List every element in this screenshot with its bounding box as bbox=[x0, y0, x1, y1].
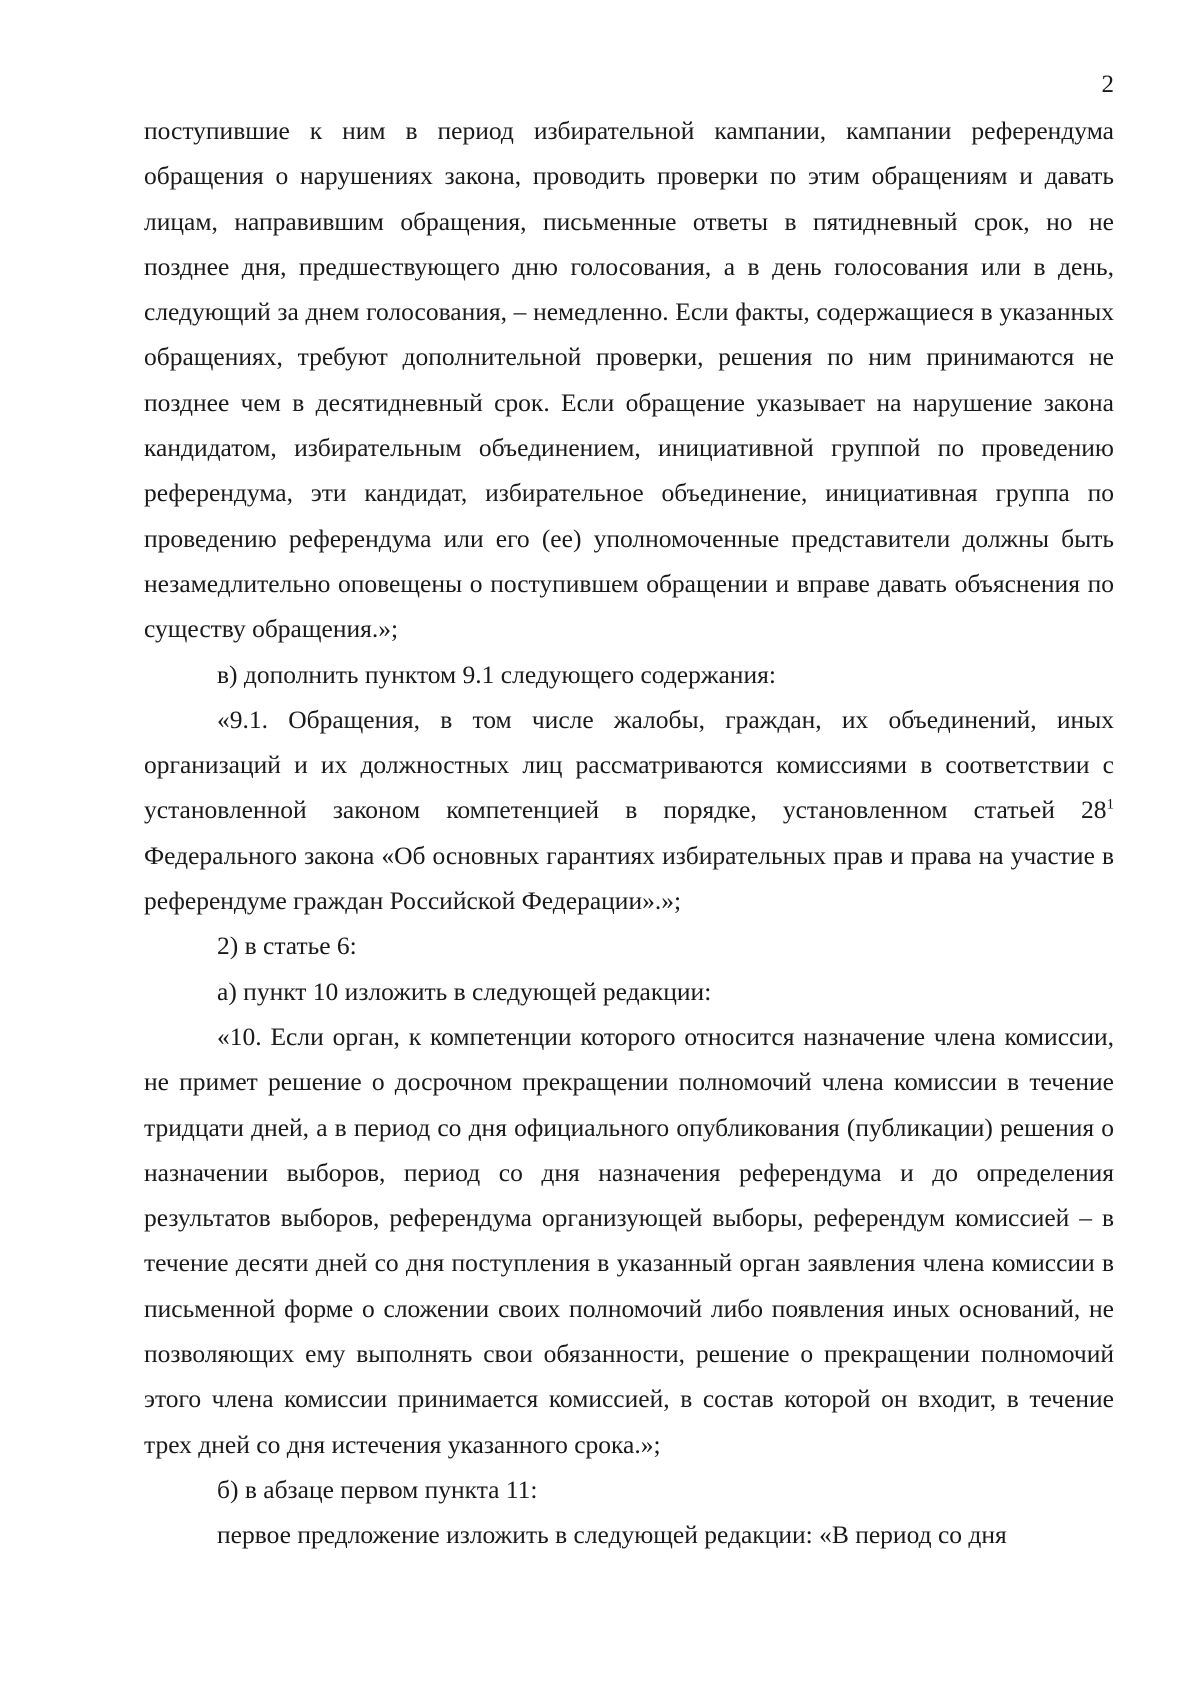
clause-9-1-text-after: Федерального закона «Об основных гарантиях избирательных прав и права на участие в референдуме граждан Российской Федерации».»; bbox=[144, 840, 1114, 916]
article-superscript: 1 bbox=[1106, 796, 1114, 813]
document-body bbox=[144, 108, 1114, 1558]
paragraph-item-a: а) пункт 10 изложить в следующей редакции: bbox=[217, 976, 712, 1006]
paragraph-clause-10: «10. Если орган, к компетенции которого относится назначение члена комиссии, не примет решение о досрочном прекращении полномочий члена комиссии в течение тридцати дней, а в период со дня официального опубликования (публикации) решения о назначении выборов, период со дня назначения референдума и до определения результатов выборов, референдума организующей выборы, референдум комиссией – в течение десяти дней со дня поступления в указанный орган заявления члена комиссии в письменной форме о сложении своих полномочий либо появления иных оснований, не позволяющих ему выполнять свои обязанности, решение о прекращении полномочий этого члена комиссии принимается комиссией, в состав которой он входит, в течение трех дней со дня истечения указанного срока.»; bbox=[144, 1021, 1114, 1459]
paragraph-clause-9-1 bbox=[144, 697, 1114, 923]
paragraph-continuation: поступившие к ним в период избирательной кампании, кампании референдума обращения о нарушениях закона, проводить проверки по этим обращениям и давать лицам, направившим обращения, письменные ответы в пятидневный срок, но не позднее дня, предшествующего дню голосования, а в день голосования или в день, следующий за днем голосования, – немедленно. Если факты, содержащиеся в указанных обращениях, требуют дополнительной проверки, решения по ним принимаются не позднее чем в десятидневный срок. Если обращение указывает на нарушение закона кандидатом, избирательным объединением, инициативной группой по проведению референдума, эти кандидат, избирательное объединение, инициативная группа по проведению референдума или его (ее) уполномоченные представители должны быть незамедлительно оповещены о поступившем обращении и вправе давать объяснения по существу обращения.»; bbox=[144, 116, 1114, 644]
paragraph-first-sentence: первое предложение изложить в следующей редакции: «В период со дня bbox=[217, 1520, 1007, 1550]
clause-9-1-text-before: «9.1. Обращения, в том числе жалобы, граждан, их объединений, иных организаций и их должностных лиц рассматриваются комиссиями в соответствии с установленной законом компетенцией в порядке, установленном статьей 28 bbox=[144, 704, 1114, 825]
page-number: 2 bbox=[1101, 71, 1114, 98]
paragraph-item-v: в) дополнить пунктом 9.1 следующего содержания: bbox=[217, 659, 776, 689]
paragraph-item-2: 2) в статье 6: bbox=[217, 931, 357, 961]
paragraph-item-b: б) в абзаце первом пункта 11: bbox=[217, 1474, 538, 1504]
